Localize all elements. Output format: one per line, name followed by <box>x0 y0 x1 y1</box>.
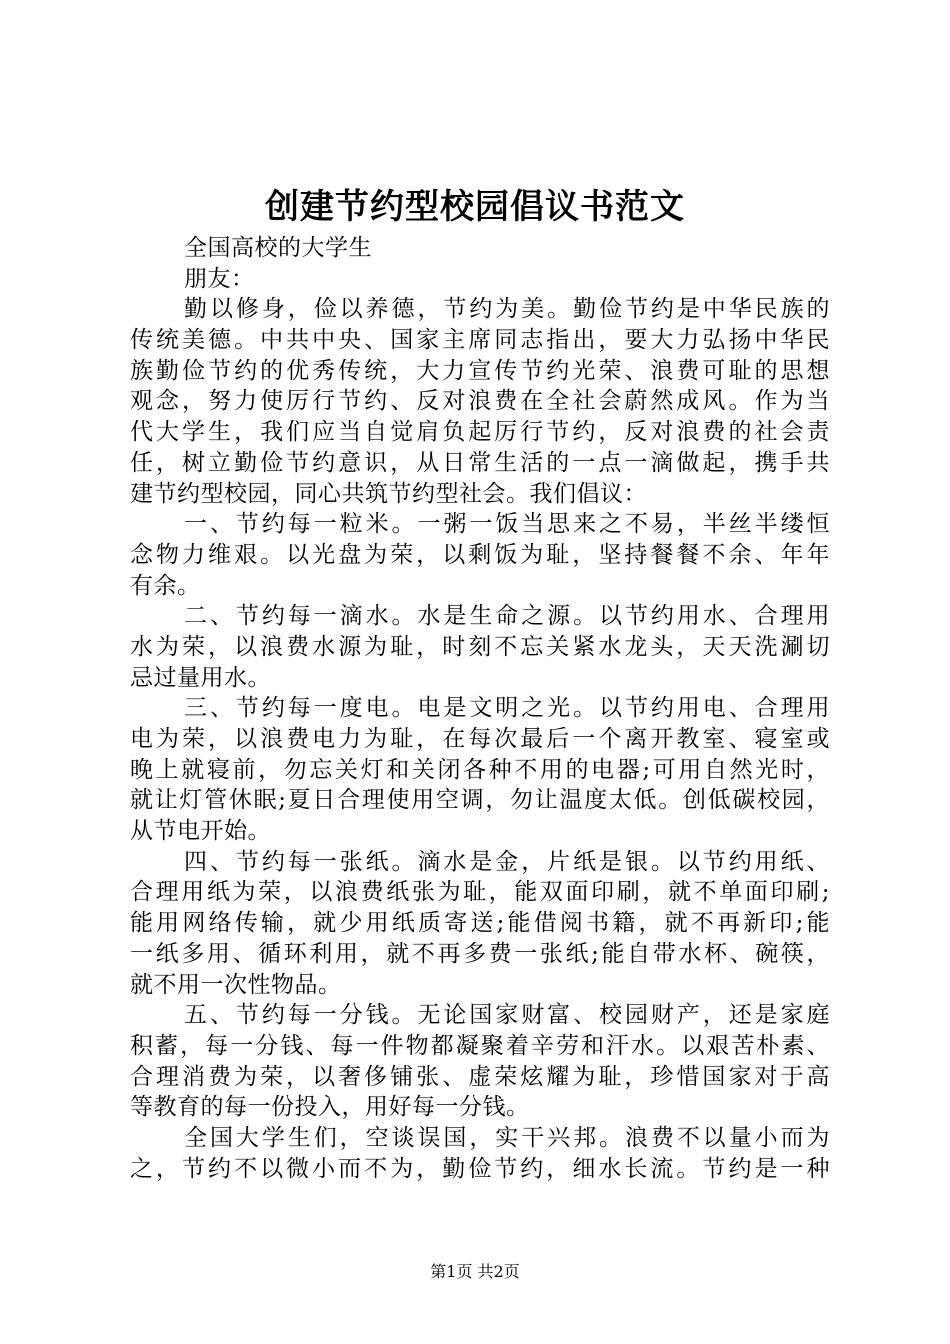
body-text-line: 就不用一次性物品。 <box>130 971 342 998</box>
body-text-line: 等教育的每一份投入，用好每一分钱。 <box>130 1094 530 1121</box>
body-text-line: 任，树立勤俭节约意识，从日常生活的一点一滴做起，携手共 <box>130 449 830 476</box>
page-title: 创建节约型校园倡议书范文 <box>265 187 685 227</box>
body-text-line: 代大学生，我们应当自觉肩负起厉行节约，反对浪费的社会责 <box>130 419 830 446</box>
body-text-line: 念物力维艰。以光盘为荣，以剩饭为耻，坚持餐餐不余、年年 <box>130 541 830 568</box>
body-text-line: 积蓄，每一分钱、每一件物都凝聚着辛劳和汗水。以艰苦朴素、 <box>130 1032 830 1059</box>
body-text-line: 五、节约每一分钱。无论国家财富、校园财产，还是家庭 <box>184 1002 830 1029</box>
page-footer: 第1页 共2页 <box>430 1262 520 1281</box>
document-body <box>130 233 830 1184</box>
body-text-line: 就让灯管休眠;夏日合理使用空调，勿让温度太低。创低碳校园， <box>130 787 830 814</box>
body-text-line: 二、节约每一滴水。水是生命之源。以节约用水、合理用 <box>184 603 830 630</box>
body-text-line: 三、节约每一度电。电是文明之光。以节约用电、合理用 <box>184 695 830 722</box>
body-text-line: 全国大学生们，空谈误国，实干兴邦。浪费不以量小而为 <box>184 1124 830 1151</box>
body-text-line: 一、节约每一粒米。一粥一饭当思来之不易，半丝半缕恒 <box>184 511 830 538</box>
body-text-line: 全国高校的大学生 <box>184 235 372 261</box>
body-text-line: 勤以修身，俭以养德，节约为美。勤俭节约是中华民族的 <box>184 296 830 323</box>
body-text-line: 建节约型校园，同心共筑节约型社会。我们倡议： <box>130 480 647 507</box>
body-text-line: 观念，努力使厉行节约、反对浪费在全社会蔚然成风。作为当 <box>130 388 830 415</box>
body-text-line: 能用网络传输，就少用纸质寄送;能借阅书籍，就不再新印;能 <box>130 910 830 937</box>
body-text-line: 晚上就寝前，勿忘关灯和关闭各种不用的电器;可用自然光时， <box>130 756 830 783</box>
body-text-line: 忌过量用水。 <box>130 664 271 691</box>
body-text-line: 朋友： <box>184 265 255 292</box>
body-text-line: 之，节约不以微小而不为，勤俭节约，细水长流。节约是一种 <box>130 1155 830 1182</box>
body-text-line: 电为荣，以浪费电力为耻，在每次最后一个离开教室、寝室或 <box>130 726 830 752</box>
body-text-line: 族勤俭节约的优秀传统，大力宣传节约光荣、浪费可耻的思想 <box>130 357 830 384</box>
body-text-line: 四、节约每一张纸。滴水是金，片纸是银。以节约用纸、 <box>184 848 830 875</box>
body-text-line: 有余。 <box>130 572 201 599</box>
body-text-line: 合理用纸为荣，以浪费纸张为耻，能双面印刷，就不单面印刷; <box>130 879 830 906</box>
body-text-line: 传统美德。中共中央、国家主席同志指出，要大力弘扬中华民 <box>130 327 830 354</box>
body-text-line: 水为荣，以浪费水源为耻，时刻不忘关紧水龙头，天天洗涮切 <box>130 633 830 660</box>
body-text-line: 从节电开始。 <box>130 818 271 845</box>
body-text-line: 一纸多用、循环利用，就不再多费一张纸;能自带水杯、碗筷， <box>130 940 830 967</box>
body-text-line: 合理消费为荣，以奢侈铺张、虚荣炫耀为耻，珍惜国家对于高 <box>130 1063 830 1090</box>
